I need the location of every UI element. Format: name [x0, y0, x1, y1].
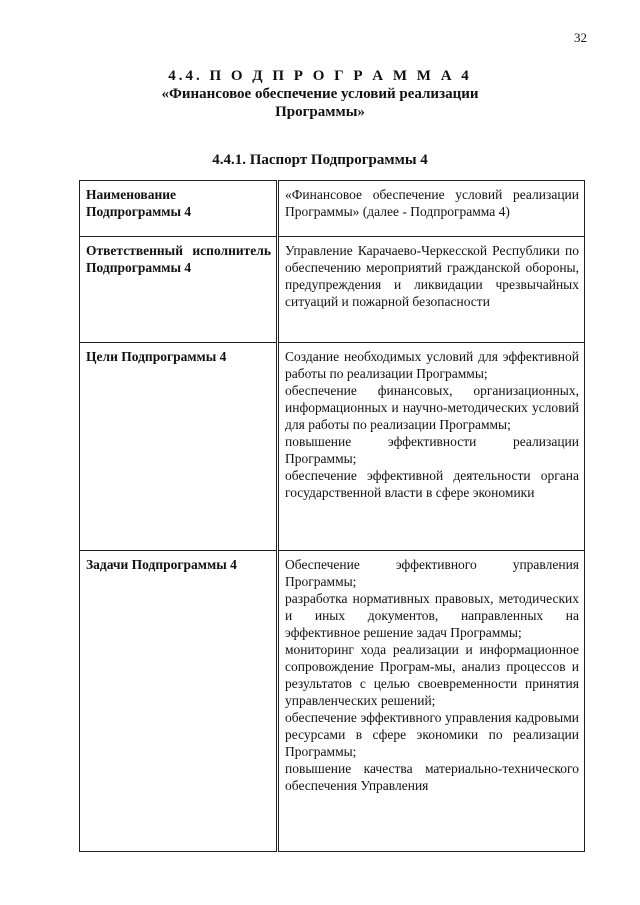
passport-heading: 4.4.1. Паспорт Подпрограммы 4 [212, 152, 428, 168]
row-value-tasks [278, 551, 585, 852]
row-value-name [278, 181, 585, 237]
value-line: обеспечение финансовых, организационных, информационных и научно-методических условий для работы по реализации Программы; [285, 383, 579, 432]
value-line: «Финансовое обеспечение условий реализации Программы» (далее - Подпрограмма 4) [285, 187, 579, 219]
row-label-executor: Ответственный исполнитель Подпрограммы 4 [80, 237, 278, 343]
row-label-tasks: Задачи Подпрограммы 4 [80, 551, 278, 852]
section-subtitle-line1: «Финансовое обеспечение условий реализации [161, 86, 479, 102]
row-value-executor [278, 237, 585, 343]
value-line: Обеспечение эффективного управления Программы; [285, 557, 579, 589]
table-row [80, 237, 585, 343]
section-heading [0, 67, 640, 121]
passport-table [79, 180, 585, 852]
table-row [80, 343, 585, 551]
row-value-goals [278, 343, 585, 551]
value-line: разработка нормативных правовых, методических и иных документов, направленных на эффективное решение задач Программы; [285, 591, 579, 640]
value-line: Создание необходимых условий для эффективной работы по реализации Программы; [285, 349, 579, 381]
value-line: повышение эффективности реализации Программы; [285, 434, 579, 466]
value-line: обеспечение эффективного управления кадровыми ресурсами в сфере экономики по реализации Программы; [285, 710, 579, 759]
table-row [80, 181, 585, 237]
row-label-name: Наименование Подпрограммы 4 [80, 181, 278, 237]
value-line: повышение качества материально-технического обеспечения Управления [285, 761, 579, 793]
section-subtitle-line2: Программы» [275, 104, 365, 120]
value-line: обеспечение эффективной деятельности органа государственной власти в сфере экономики [285, 468, 579, 500]
row-label-goals: Цели Подпрограммы 4 [80, 343, 278, 551]
section-title: 4.4. П О Д П Р О Г Р А М М А 4 [168, 68, 472, 84]
table-row [80, 551, 585, 852]
value-line: Управление Карачаево-Черкесской Республики по обеспечению мероприятий гражданской обороны, предупреждения и ликвидации чрезвычайных ситуаций и пожарной безопасности [285, 243, 579, 309]
page-number: 32 [574, 30, 587, 45]
value-line: мониторинг хода реализации и информационное сопровождение Програм-мы, анализ процессов и результатов с целью своевременности принятия управленческих решений; [285, 642, 579, 708]
